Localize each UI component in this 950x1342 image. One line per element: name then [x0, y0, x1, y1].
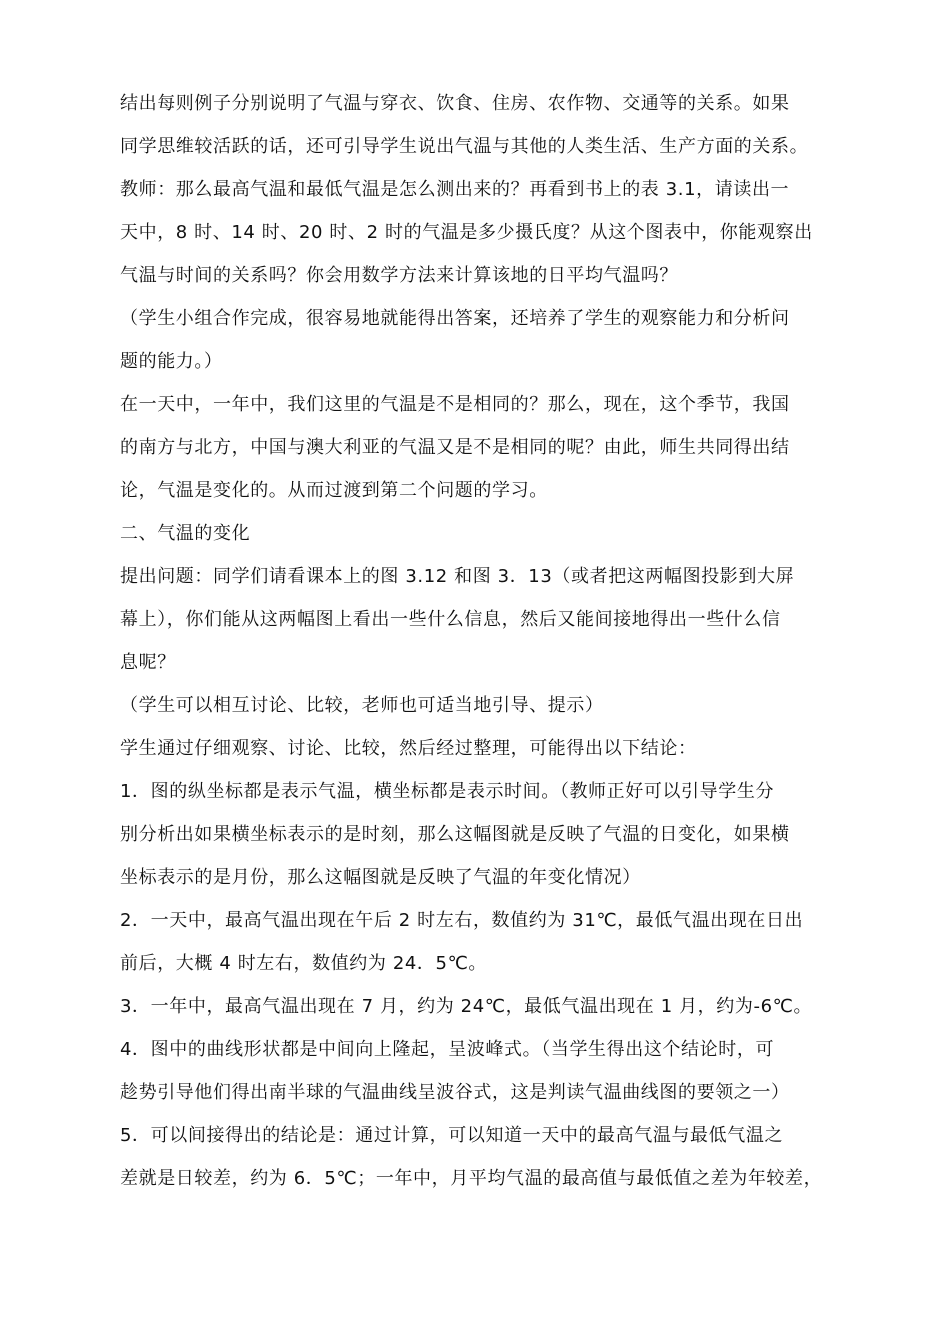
text-line: 天中，8 时、14 时、20 时、2 时的气温是多少摄氏度？从这个图表中，你能观察出: [120, 222, 813, 243]
text-line: 教师：那么最高气温和最低气温是怎么测出来的？再看到书上的表 3.1，请读出一: [120, 179, 790, 200]
text-line: 的南方与北方，中国与澳大利亚的气温又是不是相同的呢？由此，师生共同得出结: [120, 437, 790, 458]
text-line: 幕上），你们能从这两幅图上看出一些什么信息，然后又能间接地得出一些什么信: [120, 609, 781, 630]
text-line: 2．一天中，最高气温出现在午后 2 时左右，数值约为 31℃，最低气温出现在日出: [120, 910, 804, 931]
text-line: 提出问题：同学们请看课本上的图 3.12 和图 3．13（或者把这两幅图投影到大屏: [120, 566, 795, 587]
text-line: 息呢？: [120, 652, 176, 673]
text-line: （学生小组合作完成，很容易地就能得出答案，还培养了学生的观察能力和分析问: [120, 308, 790, 329]
text-line: 4．图中的曲线形状都是中间向上隆起，呈波峰式。（当学生得出这个结论时，可: [120, 1039, 775, 1060]
text-line: 结出每则例子分别说明了气温与穿衣、饮食、住房、农作物、交通等的关系。如果: [120, 93, 790, 114]
text-line: 学生通过仔细观察、讨论、比较，然后经过整理，可能得出以下结论：: [120, 738, 697, 759]
text-line: 同学思维较活跃的话，还可引导学生说出气温与其他的人类生活、生产方面的关系。: [120, 136, 809, 157]
text-line: 5．可以间接得出的结论是：通过计算，可以知道一天中的最高气温与最低气温之: [120, 1125, 784, 1146]
text-line: 论，气温是变化的。从而过渡到第二个问题的学习。: [120, 480, 548, 501]
document-body: [120, 82, 840, 1200]
text-line: 题的能力。）: [120, 351, 223, 372]
text-line: 差就是日较差，约为 6．5℃；一年中，月平均气温的最高值与最低值之差为年较差，: [120, 1168, 823, 1189]
text-line: 别分析出如果横坐标表示的是时刻，那么这幅图就是反映了气温的日变化，如果横: [120, 824, 790, 845]
text-line: 坐标表示的是月份，那么这幅图就是反映了气温的年变化情况）: [120, 867, 641, 888]
text-line: 前后，大概 4 时左右，数值约为 24．5℃。: [120, 953, 487, 974]
text-line: 在一天中，一年中，我们这里的气温是不是相同的？那么，现在，这个季节，我国: [120, 394, 790, 415]
text-line: 1．图的纵坐标都是表示气温，横坐标都是表示时间。（教师正好可以引导学生分: [120, 781, 775, 802]
text-line: （学生可以相互讨论、比较，老师也可适当地引导、提示）: [120, 695, 604, 716]
text-line: 趁势引导他们得出南半球的气温曲线呈波谷式，这是判读气温曲线图的要领之一）: [120, 1082, 790, 1103]
text-line: 3．一年中，最高气温出现在 7 月，约为 24℃，最低气温出现在 1 月，约为-6℃。: [120, 996, 813, 1017]
section-heading: 二、气温的变化: [120, 523, 251, 544]
text-line: 气温与时间的关系吗？你会用数学方法来计算该地的日平均气温吗？: [120, 265, 678, 286]
